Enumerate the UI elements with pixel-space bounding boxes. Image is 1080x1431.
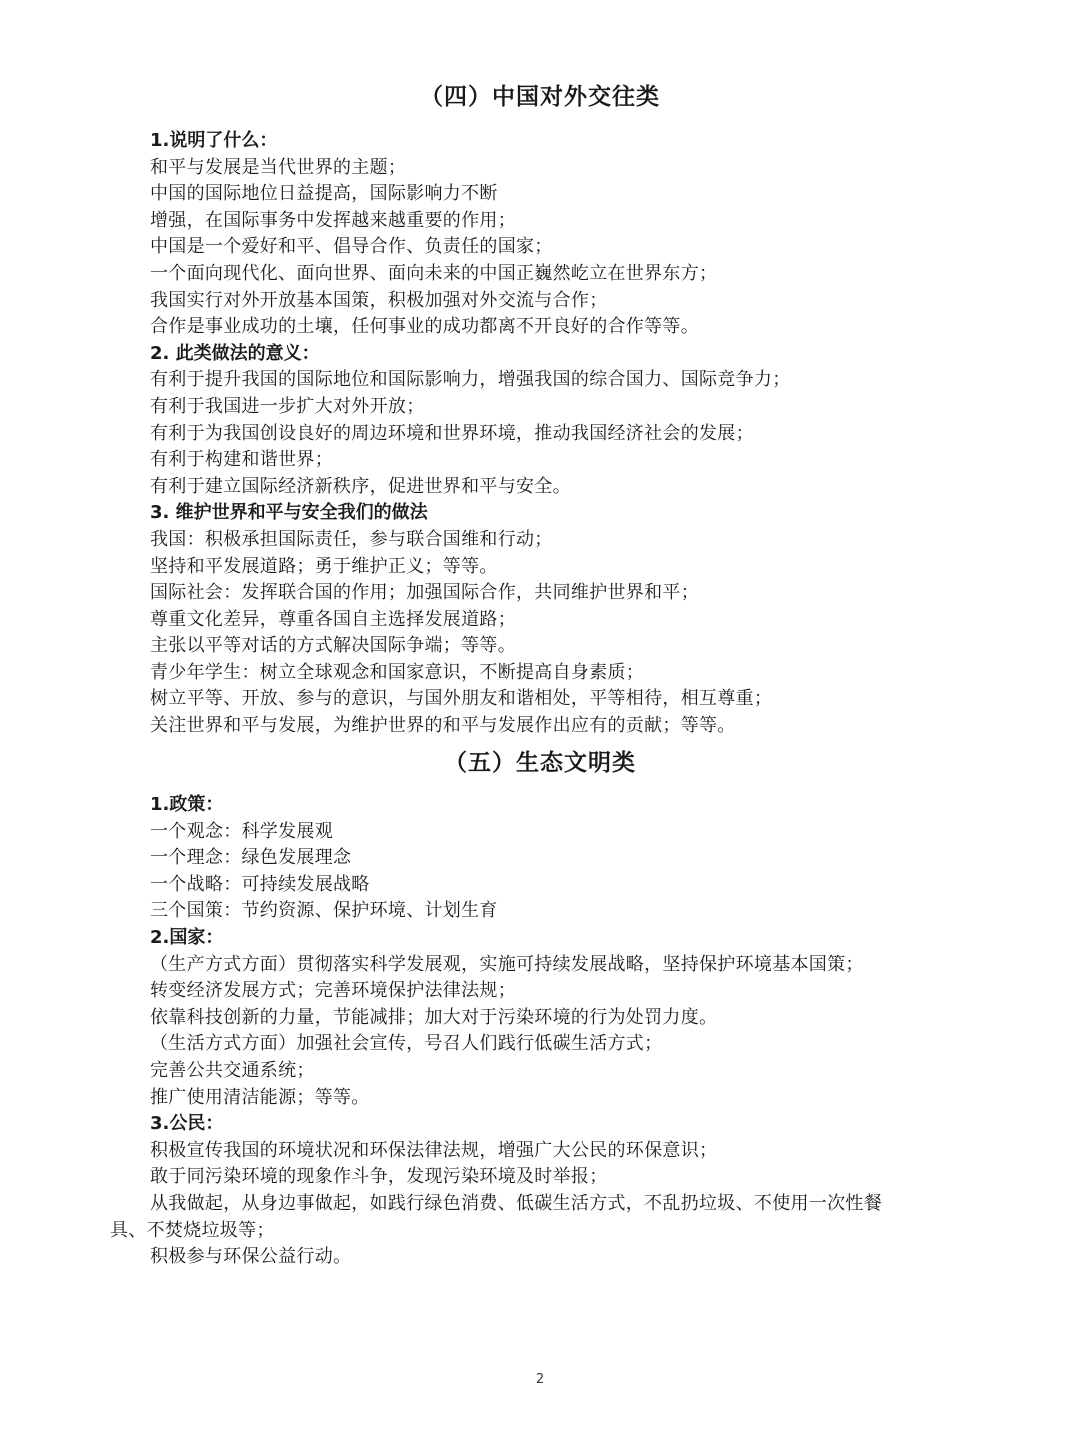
text-line: 关注世界和平与发展，为维护世界的和平与发展作出应有的贡献；等等。 [150, 715, 736, 737]
text-line: 有利于提升我国的国际地位和国际影响力，增强我国的综合国力、国际竞争力； [150, 369, 791, 391]
text-line: 完善公共交通系统； [150, 1059, 315, 1081]
text-line: 一个面向现代化、面向世界、面向未来的中国正巍然屹立在世界东方； [150, 262, 718, 284]
text-line: 尊重文化差异，尊重各国自主选择发展道路； [150, 608, 516, 630]
text-line: （生活方式方面）加强社会宣传，号召人们践行低碳生活方式； [150, 1033, 663, 1055]
text-line: 积极参与环保公益行动。 [150, 1246, 352, 1268]
text-line: 中国的国际地位日益提高，国际影响力不断 [150, 183, 498, 205]
text-line: 一个理念：绿色发展理念 [150, 847, 352, 869]
section-body [110, 792, 1010, 1271]
section-foreign-relations [0, 78, 1080, 740]
text-line: 我国：积极承担国际责任，参与联合国维和行动； [150, 528, 553, 550]
text-line: （生产方式方面）贯彻落实科学发展观，实施可持续发展战略，坚持保护环境基本国策； [150, 953, 864, 975]
text-line: 我国实行对外开放基本国策，积极加强对外交流与合作； [150, 289, 608, 311]
section-title: （四）中国对外交往类 [420, 84, 660, 110]
text-line: 敢于同污染环境的现象作斗争，发现污染环境及时举报； [150, 1166, 608, 1188]
text-line: 推广使用清洁能源；等等。 [150, 1086, 370, 1108]
text-line: 有利于构建和谐世界； [150, 449, 333, 471]
section-title: （五）生态文明类 [444, 750, 636, 776]
text-line: 中国是一个爱好和平、倡导合作、负责任的国家； [150, 236, 553, 258]
text-line: 有利于我国进一步扩大对外开放； [150, 395, 425, 417]
text-line: 合作是事业成功的土壤，任何事业的成功都离不开良好的合作等等。 [150, 316, 699, 338]
text-line: 一个观念：科学发展观 [150, 820, 333, 842]
group-heading: 3.公民： [150, 1113, 224, 1135]
text-line-continuation: 具、不焚烧垃圾等； [110, 1219, 275, 1241]
text-line: 和平与发展是当代世界的主题； [150, 156, 407, 178]
text-line: 青少年学生：树立全球观念和国家意识，不断提高自身素质； [150, 661, 645, 683]
text-line: 三个国策：节约资源、保护环境、计划生育 [150, 900, 498, 922]
text-line: 一个战略：可持续发展战略 [150, 873, 370, 895]
text-line: 树立平等、开放、参与的意识，与国外朋友和谐相处，平等相待，相互尊重； [150, 688, 773, 710]
text-line: 增强，在国际事务中发挥越来越重要的作用； [150, 209, 516, 231]
text-line: 依靠科技创新的力量，节能减排；加大对于污染环境的行为处罚力度。 [150, 1006, 718, 1028]
text-line: 有利于建立国际经济新秩序，促进世界和平与安全。 [150, 475, 571, 497]
text-line: 转变经济发展方式；完善环境保护法律法规； [150, 980, 516, 1002]
group-heading: 1.说明了什么： [150, 130, 278, 151]
group-heading: 2.国家： [150, 926, 224, 948]
group-heading: 3. 维护世界和平与安全我们的做法 [150, 502, 428, 524]
section-body [150, 128, 1010, 740]
section-ecological-civilization [0, 744, 1080, 1271]
text-line: 主张以平等对话的方式解决国际争端；等等。 [150, 635, 516, 657]
text-line: 积极宣传我国的环境状况和环保法律法规，增强广大公民的环保意识； [150, 1139, 718, 1161]
page-number: 2 [535, 1372, 545, 1387]
text-line: 国际社会：发挥联合国的作用；加强国际合作，共同维护世界和平； [150, 582, 699, 604]
group-heading: 2. 此类做法的意义： [150, 342, 320, 364]
text-line: 有利于为我国创设良好的周边环境和世界环境，推动我国经济社会的发展； [150, 422, 754, 444]
text-line: 坚持和平发展道路；勇于维护正义；等等。 [150, 555, 498, 577]
group-heading: 1.政策： [150, 794, 224, 815]
text-line: 从我做起，从身边事做起，如践行绿色消费、低碳生活方式，不乱扔垃圾、不使用一次性餐 [150, 1192, 882, 1214]
